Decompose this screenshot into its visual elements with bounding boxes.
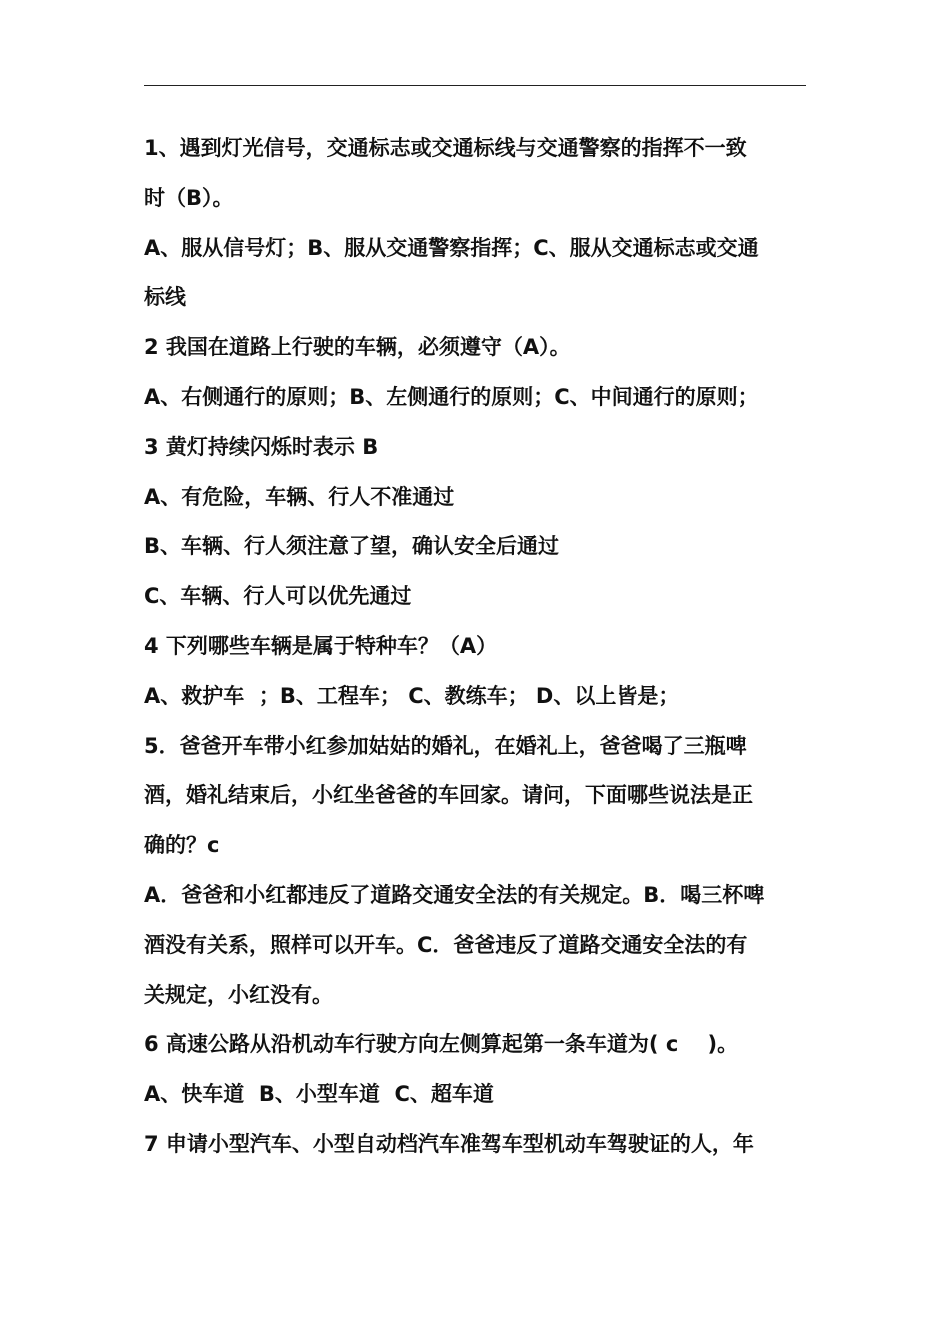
text-line: 确的？c xyxy=(144,833,220,858)
text-line: 酒，婚礼结束后，小红坐爸爸的车回家。请问，下面哪些说法是正 xyxy=(144,783,753,808)
text-line: A、有危险，车辆、行人不准通过 xyxy=(144,484,455,509)
text-line: 5．爸爸开车带小红参加姑姑的婚礼，在婚礼上，爸爸喝了三瓶啤 xyxy=(144,733,747,758)
text-line: A．爸爸和小红都违反了道路交通安全法的有关规定。B．喝三杯啤 xyxy=(144,882,765,907)
text-line: 2 我国在道路上行驶的车辆，必须遵守（A）。 xyxy=(144,335,571,360)
text-line: 7 申请小型汽车、小型自动档汽车准驾车型机动车驾驶证的人，年 xyxy=(144,1131,754,1156)
text-line: 6 高速公路从沿机动车行驶方向左侧算起第一条车道为( c )。 xyxy=(144,1032,739,1057)
text-line: 1、遇到灯光信号，交通标志或交通标线与交通警察的指挥不一致 xyxy=(144,136,747,160)
text-line: 4 下列哪些车辆是属于特种车？（A） xyxy=(144,633,498,658)
text-line: 标线 xyxy=(144,285,186,310)
text-line: A、救护车 ；B、工程车； C、教练车； D、以上皆是； xyxy=(144,683,680,708)
text-line: C、车辆、行人可以优先通过 xyxy=(144,584,412,609)
top-rule xyxy=(144,85,806,86)
text-line: 酒没有关系，照样可以开车。C．爸爸违反了道路交通安全法的有 xyxy=(144,932,748,957)
document-body xyxy=(144,124,814,1170)
text-line: A、右侧通行的原则；B、左侧通行的原则；C、中间通行的原则； xyxy=(144,384,759,409)
text-line: B、车辆、行人须注意了望，确认安全后通过 xyxy=(144,534,560,559)
text-line: 关规定，小红没有。 xyxy=(144,982,333,1007)
text-line: 时（B）。 xyxy=(144,185,234,210)
text-line: 3 黄灯持续闪烁时表示 B xyxy=(144,434,379,459)
text-line: A、服从信号灯；B、服从交通警察指挥；C、服从交通标志或交通 xyxy=(144,235,759,260)
text-line: A、快车道 B、小型车道 C、超车道 xyxy=(144,1082,494,1107)
